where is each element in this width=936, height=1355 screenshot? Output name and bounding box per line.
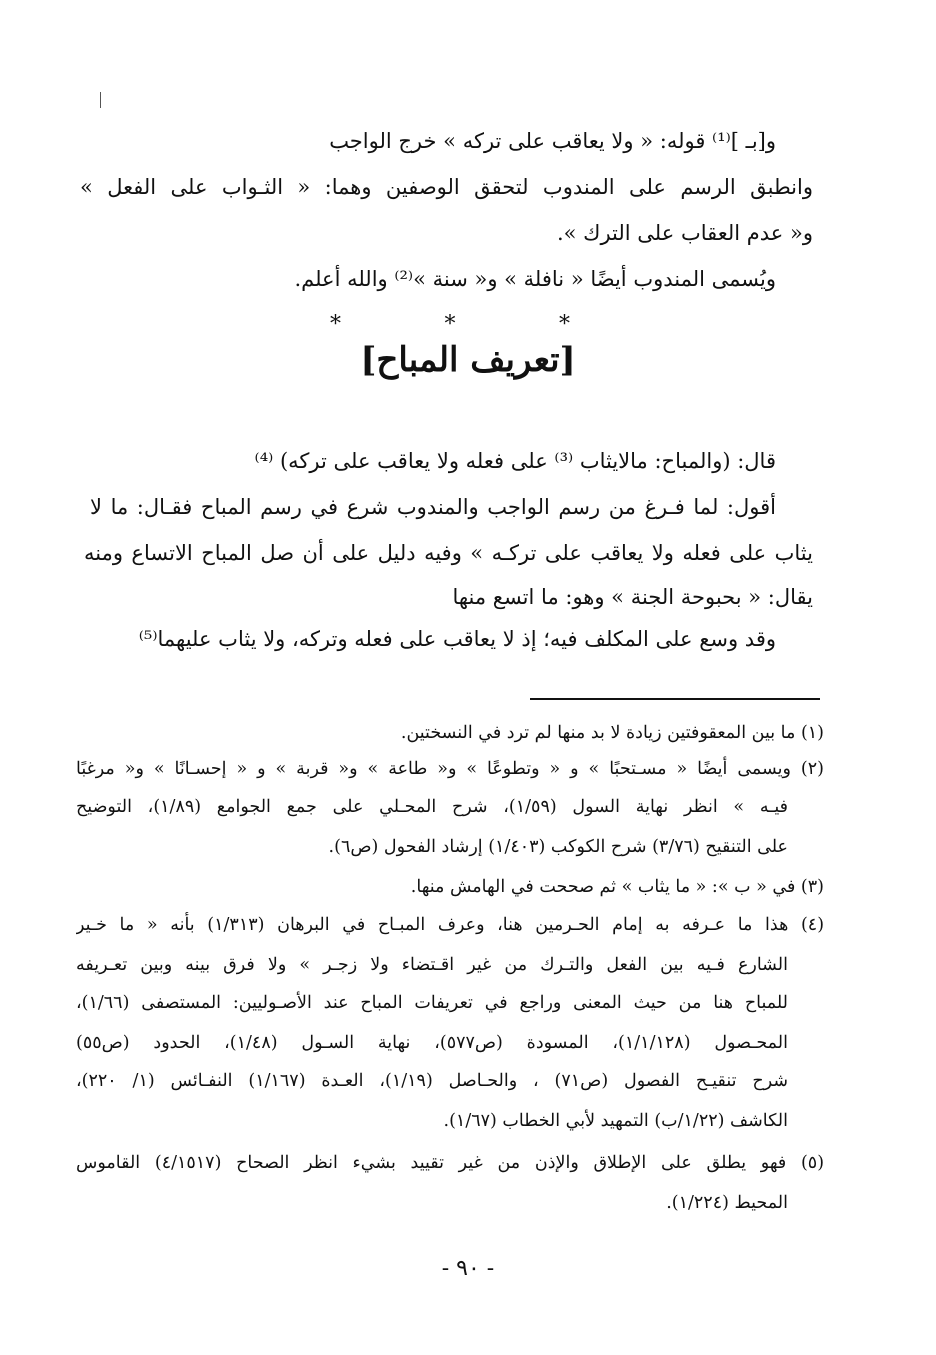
footnote-separator bbox=[530, 698, 820, 700]
footnote-4-line-1: (٤) هذا ما عـرفه به إمام الحـرمين هنا، وعرف المبـاح في البرهان (١/٣١٣) بأنه « ما خـير bbox=[76, 915, 824, 935]
section-line-3: يثاب على فعله ولا يعاقب على تركـه » وفيه دليل على أن صل المباح الاتساع ومنه bbox=[84, 541, 813, 565]
section-line-4: يقال: « بحبوحة الجنة » وهو: ما اتسع منها bbox=[452, 585, 813, 609]
separator-stars bbox=[330, 312, 570, 337]
footnote-4-line-2: الشارع فـيه بين الفعل والتـرك من غير اقـتضاء ولا زجـر » ولا فرق بينه وبين تعـريفه bbox=[76, 955, 788, 975]
footnote-4-line-6: الكاشف (١/٢٢/ب) التمهيد لأبي الخطاب (١/٦٧). bbox=[443, 1111, 788, 1131]
body-line-2: وانطبق الرسم على المندوب لتحقق الوصفين وهما: « الثـواب على الفعل » bbox=[80, 175, 813, 199]
section-heading: [تعريف المباح] bbox=[360, 340, 576, 380]
separator-star: * bbox=[559, 312, 570, 337]
separator-star: * bbox=[330, 312, 341, 337]
separator-star: * bbox=[444, 312, 456, 337]
footnote-1: (١) ما بين المعقوفتين زيادة لا بد منها لم ترد في النسختين. bbox=[400, 723, 824, 743]
footnote-2-line-1: (٢) ويسمى أيضًا « مسـتحبًا » و « وتطوعًا » و« طاعة » و« قربة » و « إحسـانًا » و« مرغبًا bbox=[76, 759, 824, 779]
footnote-5-line-2: المحيط (١/٢٢٤). bbox=[666, 1193, 788, 1213]
section-line-1: قال: (والمباح: مالايثاب ⁽³⁾ على فعله ولا يعاقب على تركه) ⁽⁴⁾ bbox=[254, 449, 776, 473]
page-number: - ٩٠ - bbox=[441, 1256, 495, 1281]
footnote-5-line-1: (٥) فهو يطلق على الإطلاق والإذن من غير تقييد بشيء انظر الصحاح (٤/١٥١٧) القاموس bbox=[76, 1153, 824, 1173]
footnote-4-line-3: للمباح هنا من حيث المعنى وراجع في تعريفات المباح عند الأصـوليين: المستصفى (١/٦٦)، bbox=[76, 993, 788, 1013]
footnote-4-line-5: شرح تنقيـح الفصول (ص٧١) ، والحـاصل (١/١٩)، العـدة (١/١٦٧) النفـائس (١/ ٢٢٠)، bbox=[76, 1071, 788, 1091]
body-line-4: ويُسمى المندوب أيضًا « نافلة » و« سنة »⁽²⁾ والله أعلم. bbox=[294, 267, 776, 291]
footnote-3: (٣) في « ب »: « ما يثاب » ثم صححت في الهامش منها. bbox=[410, 877, 824, 897]
body-line-1: و[بـ ]⁽¹⁾ قوله: « ولا يعاقب على تركه » خرج الواجب bbox=[329, 129, 776, 153]
section-line-5: وقد وسع على المكلف فيه؛ إذ لا يعاقب على فعله وتركه، ولا يثاب عليهما⁽⁵⁾ bbox=[138, 627, 776, 651]
body-line-3: و« عدم العقاب على الترك ». bbox=[556, 221, 813, 245]
footnote-2-line-3: على التنقيح (٣/٧٦) شرح الكوكب (١/٤٠٣) إرشاد الفحول (ص٦). bbox=[328, 837, 788, 857]
footnote-2-line-2: فيـه » انظر نهاية السول (١/٥٩)، شرح المحـلي على جمع الجوامع (١/٨٩)، التوضيح bbox=[76, 797, 788, 817]
scan-mark bbox=[100, 92, 101, 108]
section-line-2: أقول: لما فـرغ من رسم الواجب والمندوب شرع في رسم المباح فقـال: ما لا bbox=[90, 495, 776, 519]
footnote-4-line-4: المحـصول (١/١/١٢٨)، المسودة (ص٥٧٧)، نهاية السـول (١/٤٨)، الحدود (ص٥٥) bbox=[76, 1033, 788, 1053]
